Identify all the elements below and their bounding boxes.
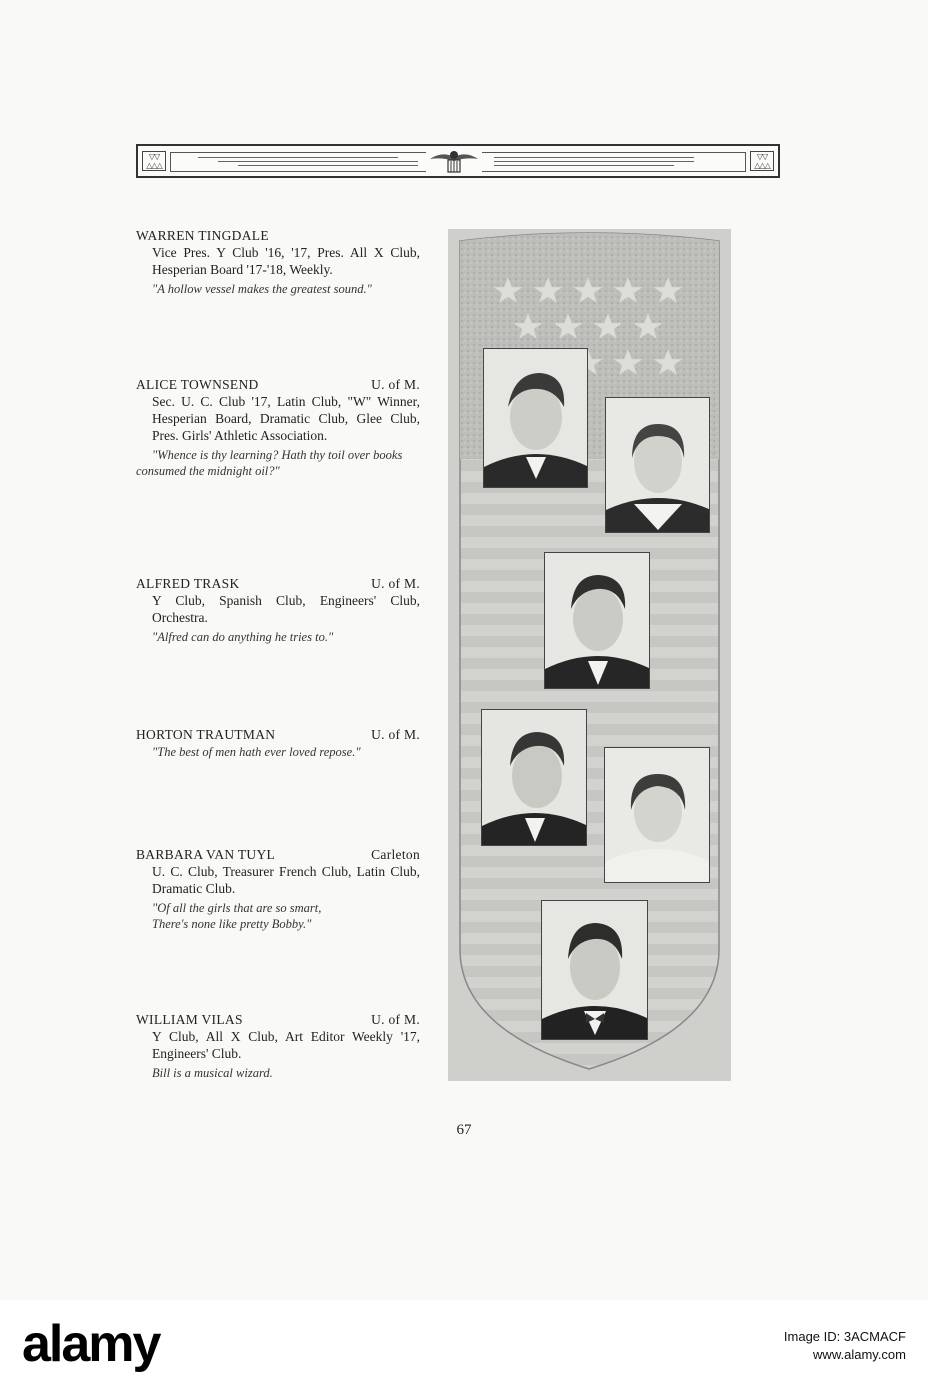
- student-name: ALFRED TRASK: [136, 576, 240, 591]
- quote: "Alfred can do anything he tries to.": [152, 630, 334, 644]
- entry-warren-tingdale: [136, 227, 420, 297]
- entry-horton-trautman: [136, 726, 420, 760]
- photo-panel: [448, 229, 731, 1081]
- image-id: Image ID: 3ACMACF: [783, 1329, 906, 1344]
- activities: Sec. U. C. Club '17, Latin Club, "W" Winner, Hesperian Board, Dramatic Club, Glee Club, Pres. Girls' Athletic Association.: [152, 394, 420, 443]
- student-name: WARREN TINGDALE: [136, 228, 269, 243]
- college: Carleton: [371, 847, 420, 862]
- stock-footer: [0, 1300, 928, 1390]
- page-number: 67: [456, 1122, 472, 1138]
- footer-info: [784, 1328, 906, 1364]
- site-url: www.alamy.com: [813, 1347, 906, 1362]
- portrait-william-vilas: [541, 900, 648, 1040]
- entry-alfred-trask: [136, 575, 420, 645]
- ornament-right-emblem: ▽▽ △△△: [750, 151, 774, 171]
- student-name: HORTON TRAUTMAN: [136, 727, 276, 742]
- college: U. of M.: [371, 377, 420, 392]
- ornamental-header: [136, 144, 780, 178]
- portrait-alfred-trask: [544, 552, 650, 689]
- quote: "The best of men hath ever loved repose.": [152, 745, 361, 759]
- entry-alice-townsend: [136, 376, 420, 479]
- student-name: BARBARA VAN TUYL: [136, 847, 276, 862]
- activities: U. C. Club, Treasurer French Club, Latin Club, Dramatic Club.: [152, 864, 420, 896]
- college: U. of M.: [371, 576, 420, 591]
- college: U. of M.: [371, 727, 420, 742]
- portrait-barbara-van-tuyl: [604, 747, 710, 883]
- entry-william-vilas: [136, 1011, 420, 1081]
- college: U. of M.: [371, 1012, 420, 1027]
- portrait-alice-townsend: [605, 397, 710, 533]
- entry-barbara-van-tuyl: [136, 846, 420, 932]
- activities: Y Club, Spanish Club, Engineers' Club, Orchestra.: [152, 593, 420, 625]
- portrait-warren-tingdale: [483, 348, 588, 488]
- eagle-crest-icon: [426, 147, 482, 175]
- student-name: WILLIAM VILAS: [136, 1012, 243, 1027]
- ornament-left-emblem: ▽▽ △△△: [142, 151, 166, 171]
- quote: "A hollow vessel makes the greatest sound.": [152, 282, 372, 296]
- quote: "Whence is thy learning? Hath thy toil over books consumed the midnight oil?": [136, 448, 403, 478]
- activities: Y Club, All X Club, Art Editor Weekly '17, Engineers' Club.: [152, 1029, 420, 1061]
- quote: "Of all the girls that are so smart, There's none like pretty Bobby.": [152, 901, 322, 931]
- student-name: ALICE TOWNSEND: [136, 377, 259, 392]
- alamy-logo: alamy: [22, 1315, 160, 1373]
- portrait-horton-trautman: [481, 709, 587, 846]
- quote: Bill is a musical wizard.: [152, 1066, 273, 1080]
- activities: Vice Pres. Y Club '16, '17, Pres. All X Club, Hesperian Board '17-'18, Weekly.: [152, 245, 420, 277]
